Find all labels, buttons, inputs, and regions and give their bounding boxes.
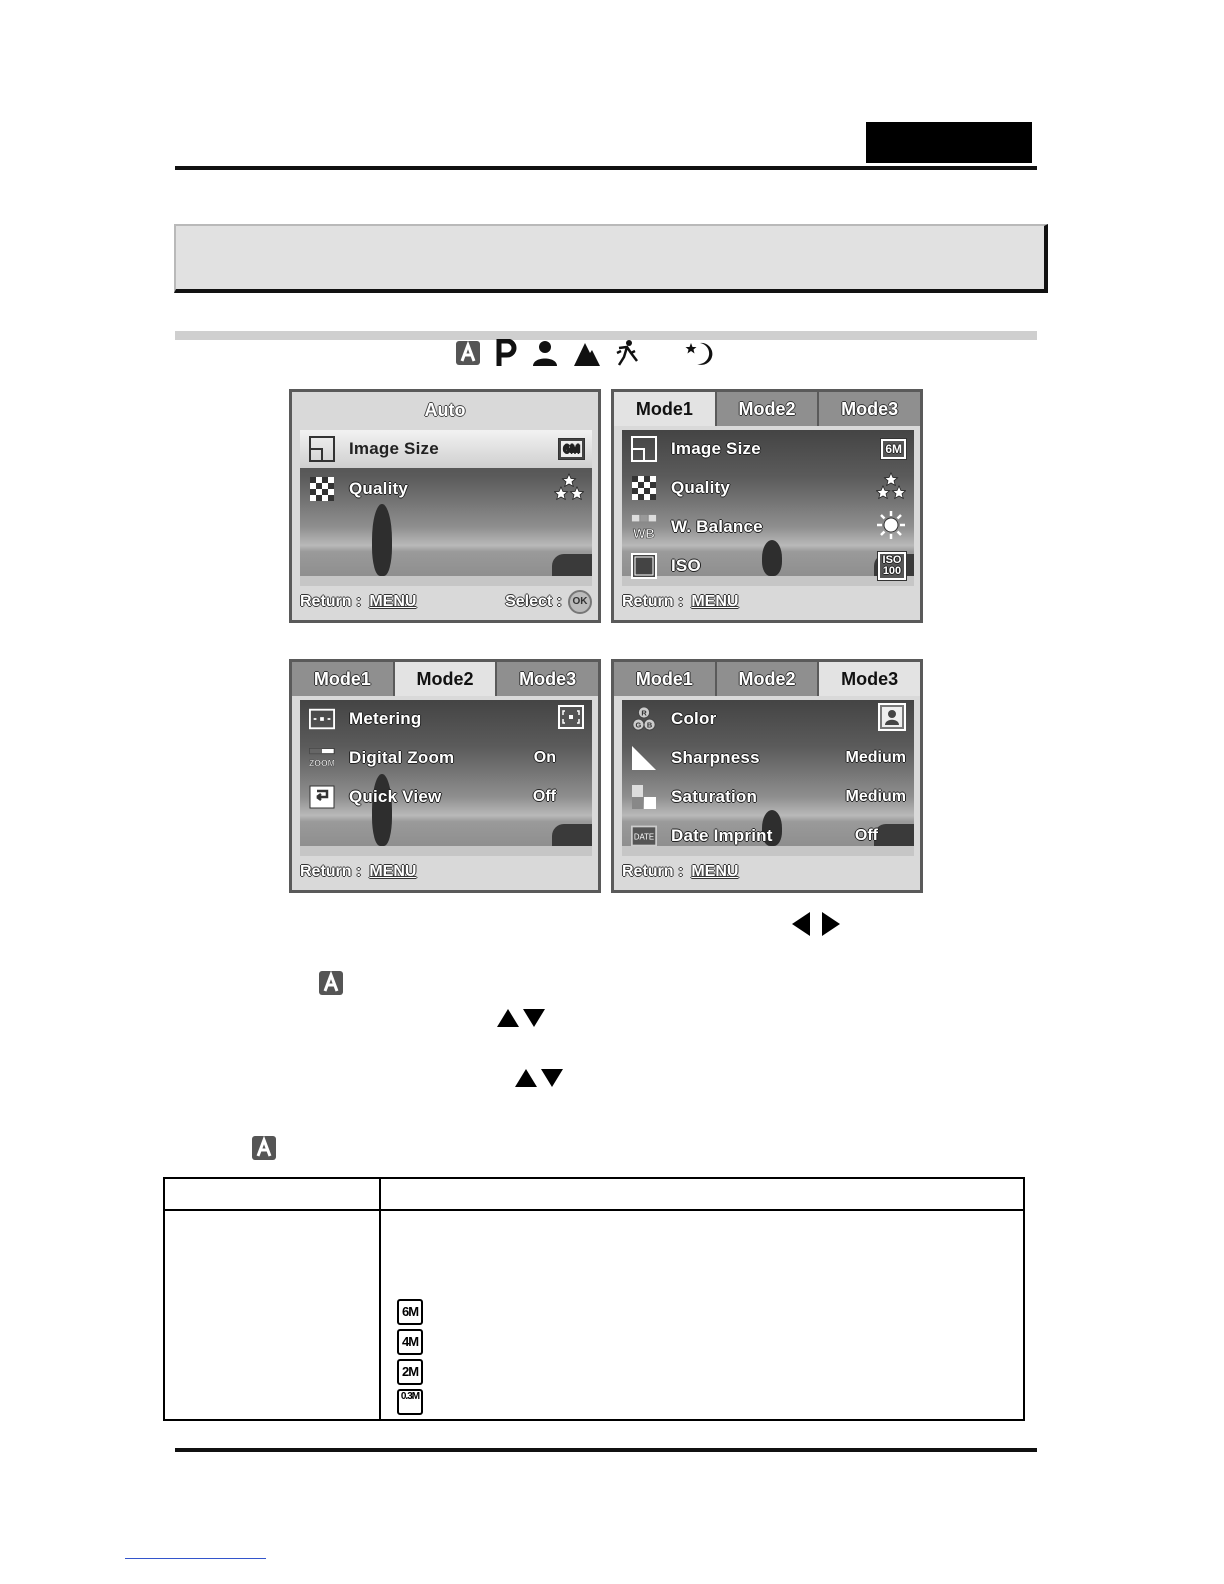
header-language-tab xyxy=(866,122,1032,163)
image-size-6m-icon: 6M xyxy=(397,1299,423,1325)
menu-item-label: W. Balance xyxy=(671,517,763,536)
date-imprint-icon xyxy=(631,823,657,849)
menu-item-iso[interactable] xyxy=(622,547,914,585)
menu-item-label: ISO xyxy=(671,556,701,575)
color-portrait-icon xyxy=(878,703,906,736)
tab-mode1[interactable]: Mode1 xyxy=(292,662,395,696)
menu-item-digital-zoom[interactable] xyxy=(300,739,592,777)
return-label: Return : xyxy=(622,863,684,880)
menu-item-label: Digital Zoom xyxy=(349,748,455,767)
sunny-icon xyxy=(876,510,906,545)
table-column-divider xyxy=(379,1179,381,1419)
image-size-badge: 6M xyxy=(559,439,584,459)
menu-button[interactable]: MENU xyxy=(369,593,417,610)
image-size-icon xyxy=(631,436,657,462)
sharpness-value: Medium xyxy=(845,749,906,766)
tab-mode3[interactable]: Mode3 xyxy=(819,662,920,696)
menu-item-label: Date Imprint xyxy=(671,826,773,845)
header-rule xyxy=(175,166,1037,170)
tab-mode2[interactable]: Mode2 xyxy=(395,662,498,696)
date-imprint-value: Off xyxy=(854,827,878,844)
saturation-icon xyxy=(631,784,657,810)
iso-icon xyxy=(631,553,657,579)
screen-footer xyxy=(622,590,914,614)
menu-button[interactable]: MENU xyxy=(691,593,739,610)
metering-icon xyxy=(309,706,335,732)
mode3-menu-screen xyxy=(611,659,923,893)
section-title-box xyxy=(174,224,1048,293)
quick-view-icon xyxy=(309,784,335,810)
image-size-option-list xyxy=(397,1299,423,1419)
tab-mode2[interactable]: Mode2 xyxy=(717,392,820,426)
quality-stars-icon xyxy=(554,473,584,506)
settings-table xyxy=(163,1177,1025,1421)
date-icon-text: DATE xyxy=(633,832,655,842)
auto-mode-icon xyxy=(455,340,481,366)
footer-link-underline[interactable] xyxy=(125,1558,266,1559)
mode-icons-row xyxy=(455,337,729,369)
image-size-03m-icon: 0.3M xyxy=(397,1389,423,1415)
menu-item-label: Quality xyxy=(671,478,731,497)
tab-mode3[interactable]: Mode3 xyxy=(819,392,920,426)
menu-button[interactable]: MENU xyxy=(369,863,417,880)
quick-view-value: Off xyxy=(532,788,556,805)
tab-mode1[interactable]: Mode1 xyxy=(614,392,717,426)
image-size-badge: 6M xyxy=(881,439,906,459)
menu-item-quality[interactable] xyxy=(300,470,592,508)
menu-item-metering[interactable] xyxy=(300,700,592,738)
select-label: Select : xyxy=(505,593,562,610)
menu-item-label: Image Size xyxy=(671,439,761,458)
tab-mode2[interactable]: Mode2 xyxy=(717,662,820,696)
menu-item-label: Metering xyxy=(349,709,422,728)
menu-item-label: Quality xyxy=(349,479,409,498)
color-rgb-icon xyxy=(631,706,657,732)
menu-button[interactable]: MENU xyxy=(691,863,739,880)
rgb-r-text: R xyxy=(641,708,647,718)
auto-menu-screen xyxy=(289,389,601,623)
menu-item-color[interactable] xyxy=(622,700,914,738)
mode2-menu-screen xyxy=(289,659,601,893)
auto-title: Auto xyxy=(292,392,598,426)
sharpness-icon xyxy=(631,745,657,771)
menu-item-label: Quick View xyxy=(349,787,442,806)
quality-icon xyxy=(631,475,657,501)
auto-mode-icon xyxy=(251,1135,277,1161)
footer-rule xyxy=(175,1448,1037,1452)
digital-zoom-value: On xyxy=(533,749,556,766)
return-label: Return : xyxy=(300,593,362,610)
menu-item-label: Image Size xyxy=(349,439,439,458)
up-down-arrows-icon xyxy=(513,1067,565,1089)
menu-item-quick-view[interactable] xyxy=(300,778,592,816)
quality-icon xyxy=(309,476,335,502)
image-size-icon xyxy=(309,436,335,462)
auto-mode-icon xyxy=(318,970,344,996)
return-label: Return : xyxy=(300,863,362,880)
menu-item-quality[interactable] xyxy=(622,469,914,507)
screen-footer xyxy=(622,860,914,884)
menu-item-label: Sharpness xyxy=(671,748,760,767)
mode-tabs xyxy=(614,662,920,696)
screen-footer xyxy=(300,860,592,884)
saturation-value: Medium xyxy=(845,788,906,805)
mode-tabs xyxy=(614,392,920,426)
image-size-2m-icon: 2M xyxy=(397,1359,423,1385)
menu-item-date-imprint[interactable] xyxy=(622,817,914,855)
digital-zoom-icon xyxy=(309,745,335,771)
sports-icon xyxy=(615,339,641,367)
menu-item-white-balance[interactable] xyxy=(622,508,914,546)
landscape-icon xyxy=(573,339,601,367)
screen-footer xyxy=(300,590,592,614)
menu-item-image-size[interactable] xyxy=(622,430,914,468)
night-scene-icon xyxy=(685,339,715,367)
rgb-b-text: B xyxy=(646,720,653,730)
wb-icon-text: WB xyxy=(633,526,655,541)
table-header-divider xyxy=(165,1209,1023,1211)
menu-item-saturation[interactable] xyxy=(622,778,914,816)
tab-mode1[interactable]: Mode1 xyxy=(614,662,717,696)
mode1-menu-screen xyxy=(611,389,923,623)
quality-stars-icon xyxy=(876,472,906,505)
left-right-arrows-icon xyxy=(790,910,842,938)
up-down-arrows-icon xyxy=(495,1007,547,1029)
zoom-icon-text: ZOOM xyxy=(309,757,335,768)
program-mode-icon xyxy=(495,339,517,367)
menu-item-sharpness[interactable] xyxy=(622,739,914,777)
menu-item-label: Saturation xyxy=(671,787,758,806)
menu-item-image-size[interactable] xyxy=(300,430,592,468)
rgb-g-text: G xyxy=(635,720,642,730)
mode-tabs xyxy=(292,662,598,696)
iso-value-badge: ISO 100 xyxy=(878,552,906,580)
image-size-4m-icon: 4M xyxy=(397,1329,423,1355)
tab-mode3[interactable]: Mode3 xyxy=(497,662,598,696)
white-balance-icon xyxy=(631,514,657,540)
portrait-icon xyxy=(531,339,559,367)
ok-button[interactable]: OK xyxy=(568,590,592,614)
return-label: Return : xyxy=(622,593,684,610)
center-metering-icon xyxy=(558,705,584,734)
menu-item-label: Color xyxy=(671,709,717,728)
